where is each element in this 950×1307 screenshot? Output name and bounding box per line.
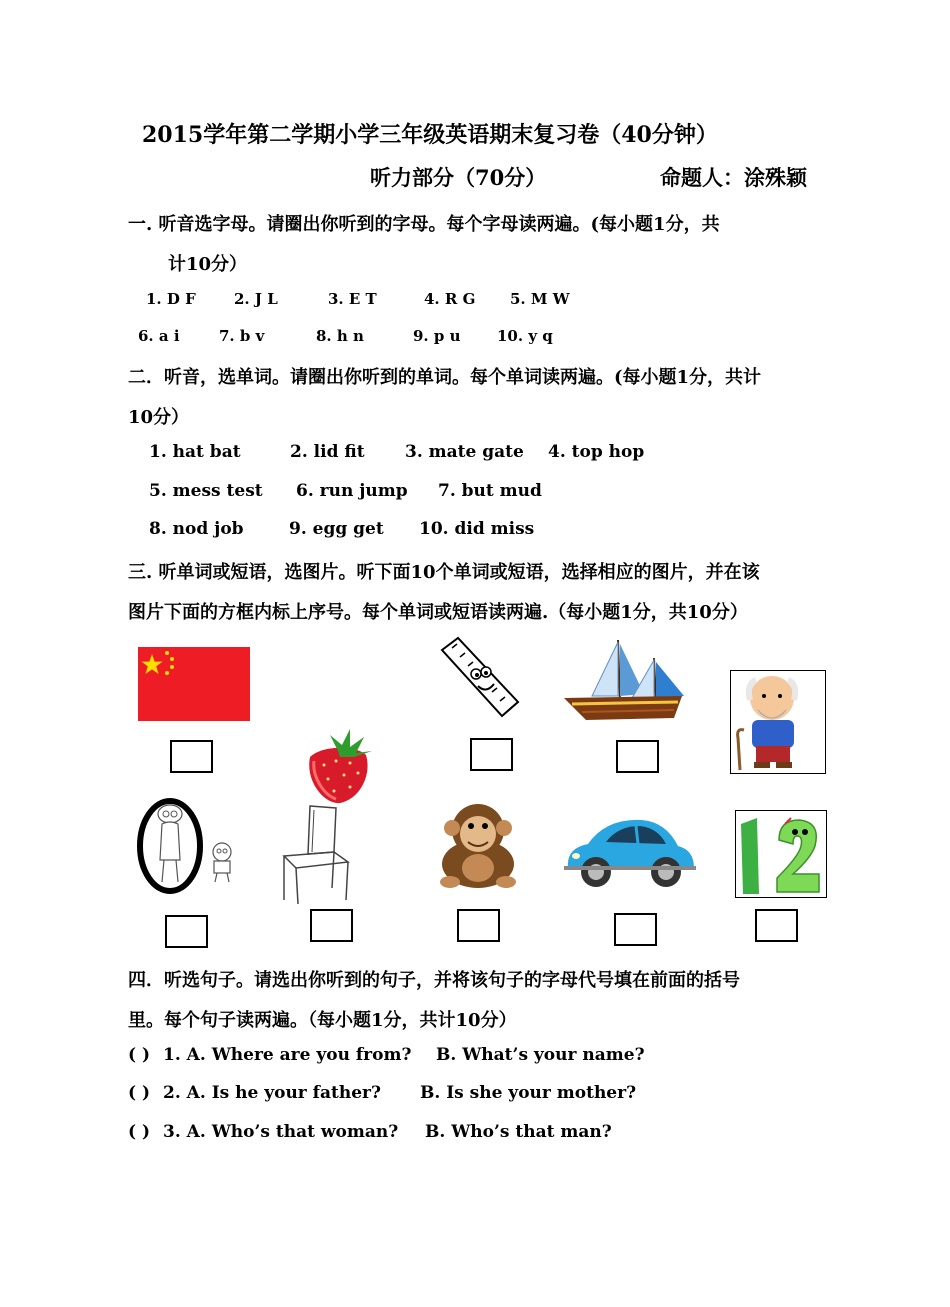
word-pair: 5. mess test <box>149 481 263 501</box>
car-picture <box>562 812 698 892</box>
option-a: 2. A. Is he your father? <box>163 1083 381 1103</box>
china-flag-picture <box>138 647 250 721</box>
word-pair: 10. did miss <box>419 519 535 539</box>
answer-parentheses[interactable]: ( ) <box>128 1045 151 1065</box>
option-b: B. What’s your name? <box>436 1045 645 1065</box>
word-pair: 2. lid fit <box>290 442 365 462</box>
letter-pair: 9. p u <box>413 327 461 345</box>
numbers-one-two-picture <box>735 810 827 898</box>
chair-picture <box>276 804 358 906</box>
section-4-title-cont: 里。每个句子读两遍。（每小题1分，共计10分） <box>128 1010 517 1031</box>
answer-box[interactable] <box>457 909 500 942</box>
section-4-title: 四．听选句子。请选出你听到的句子，并将该句子的字母代号填在前面的括号 <box>128 970 740 991</box>
letter-pair: 1. D F <box>146 290 196 308</box>
answer-parentheses[interactable]: ( ) <box>128 1083 151 1103</box>
answer-box[interactable] <box>170 740 213 773</box>
letter-pair: 10. y q <box>497 327 553 345</box>
word-pair: 9. egg get <box>289 519 384 539</box>
word-pair: 3. mate gate <box>405 442 524 462</box>
tall-short-figures-picture <box>136 794 246 896</box>
option-a: 3. A. Who’s that woman? <box>163 1122 399 1142</box>
section-1-title-cont: 计10分） <box>168 254 248 275</box>
section-2-title: 二．听音，选单词。请圈出你听到的单词。每个单词读两遍。(每小题1分，共计 <box>128 367 762 388</box>
page-title: 2015学年第二学期小学三年级英语期末复习卷（40分钟） <box>142 122 718 148</box>
answer-box[interactable] <box>470 738 513 771</box>
sailboat-picture <box>562 636 690 726</box>
monkey-picture <box>430 798 526 892</box>
letter-pair: 7. b v <box>219 327 265 345</box>
letter-pair: 8. h n <box>316 327 364 345</box>
word-pair: 7. but mud <box>438 481 542 501</box>
ruler-picture <box>440 636 520 722</box>
listening-part-heading: 听力部分（70分） <box>370 165 547 190</box>
section-3-title-cont: 图片下面的方框内标上序号。每个单词或短语读两遍.（每小题1分，共10分） <box>128 602 748 623</box>
section-2-title-cont: 10分） <box>128 407 190 428</box>
answer-box[interactable] <box>616 740 659 773</box>
word-pair: 1. hat bat <box>149 442 241 462</box>
grandfather-picture <box>730 670 826 774</box>
word-pair: 8. nod job <box>149 519 244 539</box>
section-3-title: 三. 听单词或短语，选图片。听下面10个单词或短语，选择相应的图片，并在该 <box>128 562 760 583</box>
letter-pair: 5. M W <box>510 290 570 308</box>
option-b: B. Who’s that man? <box>425 1122 612 1142</box>
word-pair: 6. run jump <box>296 481 408 501</box>
word-pair: 4. top hop <box>548 442 645 462</box>
option-b: B. Is she your mother? <box>420 1083 637 1103</box>
option-a: 1. A. Where are you from? <box>163 1045 412 1065</box>
letter-pair: 6. a i <box>138 327 180 345</box>
answer-box[interactable] <box>310 909 353 942</box>
answer-box[interactable] <box>755 909 798 942</box>
answer-box[interactable] <box>165 915 208 948</box>
strawberry-picture <box>300 727 380 805</box>
section-1-title: 一. 听音选字母。请圈出你听到的字母。每个字母读两遍。(每小题1分，共 <box>128 214 720 235</box>
answer-box[interactable] <box>614 913 657 946</box>
letter-pair: 3. E T <box>328 290 377 308</box>
letter-pair: 2. J L <box>234 290 278 308</box>
answer-parentheses[interactable]: ( ) <box>128 1122 151 1142</box>
question-setter: 命题人：涂殊颖 <box>660 165 807 190</box>
letter-pair: 4. R G <box>424 290 476 308</box>
